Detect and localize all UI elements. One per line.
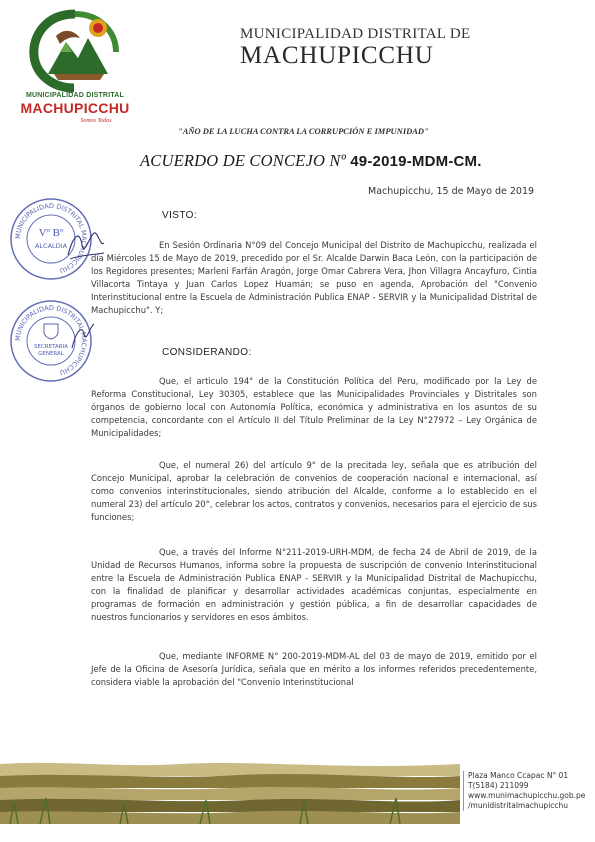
secretaria-seal-top: SECRETARIA bbox=[33, 344, 69, 350]
alcaldia-seal-label: ALCALDIA bbox=[34, 242, 68, 250]
section-heading-considerando: CONSIDERANDO: bbox=[162, 347, 252, 358]
alcaldia-seal-vobo: Vº Bº bbox=[38, 227, 64, 239]
footer-phone: T(5184) 211099 bbox=[468, 781, 529, 790]
footer-contact-info bbox=[463, 771, 593, 811]
secretaria-seal-ring-text: MUNICIPALIDAD DISTRITAL MACHUPICCHU bbox=[13, 303, 89, 377]
footer-decorative-band bbox=[0, 758, 460, 824]
municipality-title-line2: MACHUPICCHU bbox=[240, 42, 434, 69]
signature-alcalde bbox=[64, 225, 108, 265]
municipality-logo bbox=[14, 8, 136, 124]
section-heading-visto: VISTO: bbox=[162, 210, 198, 221]
document-title-prefix: ACUERDO DE CONCEJO Nº bbox=[140, 151, 346, 170]
paragraph-considerando-4: Que, mediante INFORME N° 200-2019-MDM-AL del 03 de mayo de 2019, emitido por el Jefe de la Oficina de Asesoría Jurídica, señala que en mérito a los informes referidos precedentemente, considera viable la aprobación del "Convenio Interinstitucional bbox=[91, 651, 537, 687]
year-motto: "AÑO DE LA LUCHA CONTRA LA CORRUPCIÓN E IMPUNIDAD" bbox=[178, 126, 429, 136]
paragraph-considerando-1: Que, el articulo 194° de la Constitución Política del Peru, modificado por la Ley de Reforma Constitucional, Ley 30305, establece que las Municipalidades Provinciales y Distritales son órganos de gobierno local con Autonomía Política, económica y administrativa en los asuntos de su competencia, concordante con el Artículo II del Título Preliminar de la Ley N°27972 – Ley Orgánica de Municipalidades; bbox=[91, 376, 537, 438]
footer-website-link[interactable]: www.munimachupicchu.gob.pe bbox=[468, 791, 586, 800]
logo-tagline: Somos Todos bbox=[80, 118, 112, 124]
paragraph-considerando-2: Que, el numeral 26) del artículo 9° de la precitada ley, señala que es atribución del Concejo Municipal, aprobar la celebración de convenios de cooperación nacional e internacional, así como convenios interinstitucionales, siendo atribución del Alcalde, conforme a lo establecido en el numeral 23) del artículo 20°, celebrar los actos, contratos y convenios, necesarios para el ejercicio de sus funciones; bbox=[91, 460, 537, 522]
logo-emblem-icon bbox=[26, 8, 124, 94]
paragraph-considerando-3: Que, a través del Informe N°211-2019-URH-MDM, de fecha 24 de Abril de 2019, de la Unidad de Recursos Humanos, informa sobre la propuesta de suscripción de convenio Interinstitucional entre la Escuela de Administración Publica ENAP - SERVIR y la Municipalidad Distrital de Machupicchu, con la finalidad de planificar y desarrollar actividades académicas conjuntas, especialmente en programas de formación en administración y gestión pública, a fin de desarrollar capacidades de nuestros funcionarios y servidores en esos ámbitos. bbox=[91, 547, 537, 622]
alcaldia-seal-ring-text: MUNICIPALIDAD DISTRITAL MACHUPICCHU bbox=[13, 201, 89, 275]
paragraph-visto: En Sesión Ordinaria N°09 del Concejo Municipal del Distrito de Machupicchu, realizada el día Miércoles 15 de Mayo de 2019, precedido por el Sr. Alcalde Darwin Baca León, con la participación de los Regidores presentes; Marleni Farfán Aragón, Jorge Omar Cabrera Vera, Jhon Villagra Ancayfuro, Cintia Villacorta Tintaya y Juan Carlos Lopez Huamán; se puso en agenda, Aprobación del "Convenio Interinstitucional entre la Escuela de Administración Publica ENAP - SERVIR y la Municipalidad Distrital de Machupicchu". Y; bbox=[91, 240, 537, 315]
date-line: Machupicchu, 15 de Mayo de 2019 bbox=[368, 186, 535, 197]
footer-social-link[interactable]: /munidistritalmachupicchu bbox=[468, 801, 569, 810]
signature-secretaria bbox=[68, 318, 98, 354]
document-title-number: 49-2019-MDM-CM. bbox=[350, 153, 482, 170]
logo-small-name: MUNICIPALIDAD DISTRITAL bbox=[25, 92, 125, 99]
secretaria-seal-bottom: GENERAL bbox=[38, 351, 64, 357]
municipality-title-line1: MUNICIPALIDAD DISTRITAL DE bbox=[240, 26, 471, 42]
footer-address: Plaza Manco Ccapac N° 01 bbox=[468, 771, 569, 780]
document-title bbox=[140, 151, 482, 171]
logo-big-name: MACHUPICCHU bbox=[20, 100, 130, 116]
coat-of-arms-icon bbox=[44, 324, 58, 339]
